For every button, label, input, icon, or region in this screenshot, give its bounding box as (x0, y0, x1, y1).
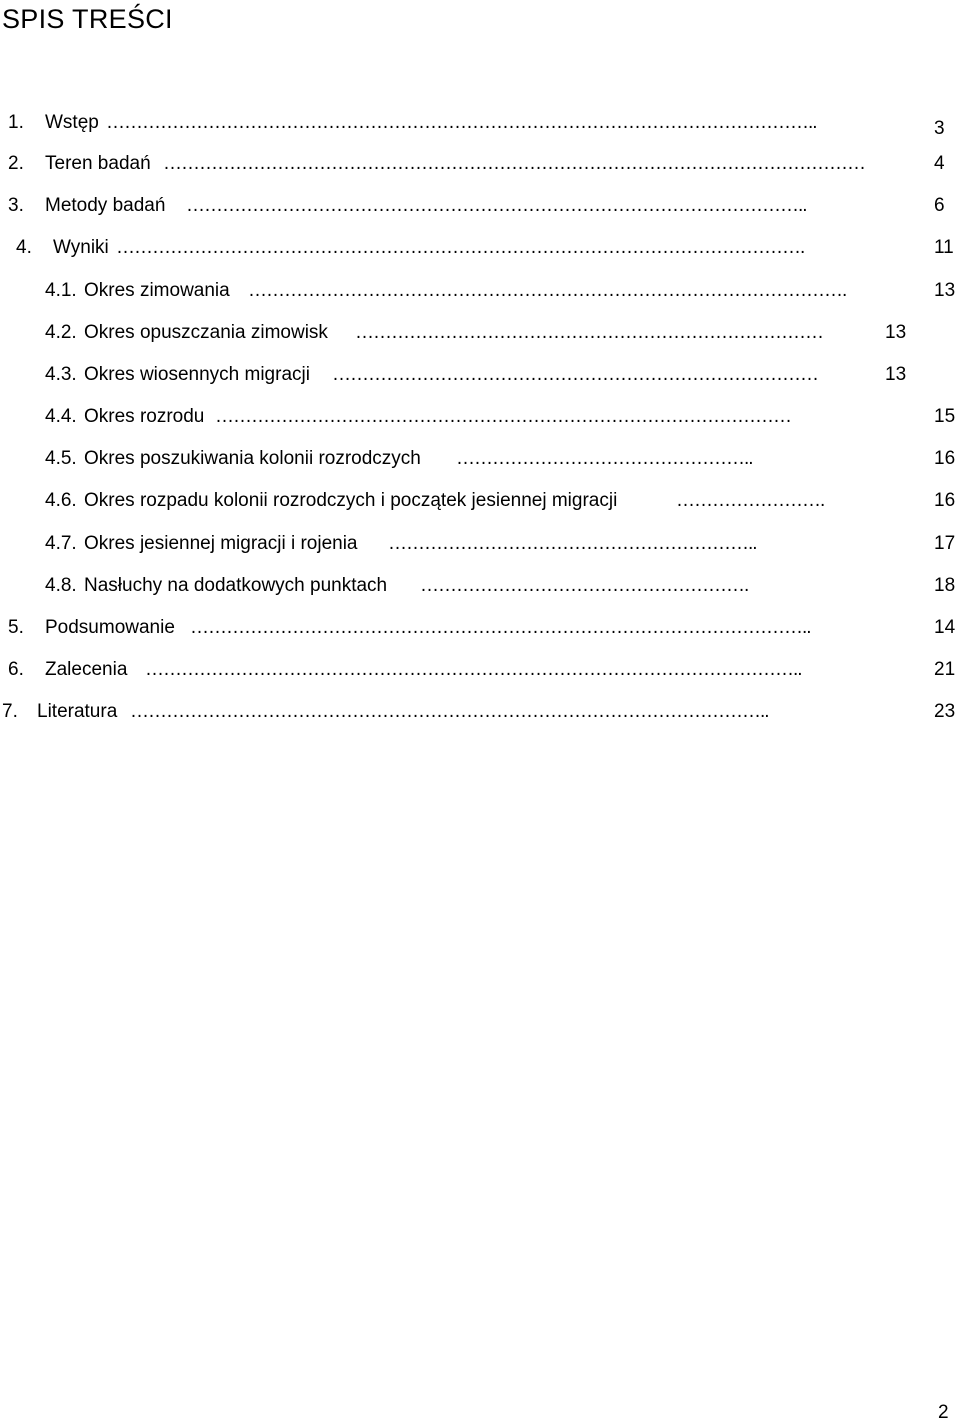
toc-entry-label: Zalecenia (45, 659, 128, 680)
toc-entry-recommendations[interactable] (0, 659, 960, 681)
toc-entry-page: 3 (934, 118, 945, 139)
toc-entry-number: 4.1. (45, 280, 77, 301)
toc-entry-autumn-migration[interactable] (0, 533, 960, 555)
toc-entry-leader: ……………………………………………………………………………………………………. (116, 237, 805, 258)
toc-entry-label: Okres opuszczania zimowisk (84, 322, 328, 343)
toc-entry-label: Metody badań (45, 195, 166, 216)
toc-entry-number: 1. (8, 112, 24, 133)
toc-entry-references[interactable] (0, 701, 960, 723)
toc-entry-label: Wstęp (45, 112, 99, 133)
toc-entry-label: Okres rozrodu (84, 406, 205, 427)
toc-entry-wintering[interactable] (0, 280, 960, 302)
toc-entry-number: 6. (8, 659, 24, 680)
toc-entry-number: 4.7. (45, 533, 77, 554)
toc-entry-number: 7. (2, 701, 18, 722)
toc-entry-label: Teren badań (45, 153, 151, 174)
toc-entry-leader: ………………………………………………. (420, 575, 749, 596)
toc-entry-page: 13 (934, 280, 956, 301)
toc-entry-leader: ………………………………………………………………………………………. (248, 280, 847, 301)
toc-entry-colony-search[interactable] (0, 448, 960, 470)
toc-entry-page: 18 (934, 575, 956, 596)
toc-entry-leaving-hibernacula[interactable] (0, 322, 960, 344)
toc-entry-leader: …………………………………………………………………… (355, 322, 823, 343)
toc-entry-leader: ………………………………………………………………………………………….. (186, 195, 807, 216)
toc-entry-leader: ……………………. (676, 490, 825, 511)
toc-entry-colony-breakup[interactable] (0, 490, 960, 512)
toc-entry-leader: ………………………………………….. (456, 448, 753, 469)
toc-entry-page: 14 (934, 617, 956, 638)
toc-entry-spring-migration[interactable] (0, 364, 960, 386)
page-number: 2 (938, 1402, 949, 1423)
toc-entry-label: Okres wiosennych migracji (84, 364, 310, 385)
toc-entry-leader: ……………………………………………………………………………………………….. (145, 659, 802, 680)
toc-entry-page: 16 (934, 490, 956, 511)
toc-entry-page: 15 (934, 406, 956, 427)
toc-entry-study-area[interactable] (0, 153, 960, 175)
toc-entry-leader: ……………………………………………………………………………………………………….. (106, 112, 817, 133)
toc-entry-label: Okres rozpadu kolonii rozrodczych i początek jesiennej migracji (84, 490, 618, 511)
toc-entry-leader: ………………………………………………………………………………………….. (190, 617, 811, 638)
toc-entry-leader: …………………………………………………….. (388, 533, 757, 554)
toc-entry-summary[interactable] (0, 617, 960, 639)
toc-entry-page: 23 (934, 701, 956, 722)
toc-entry-label: Wyniki (53, 237, 109, 258)
toc-entry-number: 4.3. (45, 364, 77, 385)
toc-entry-number: 2. (8, 153, 24, 174)
toc-entry-page: 13 (885, 322, 907, 343)
toc-entry-page: 16 (934, 448, 956, 469)
toc-entry-label: Podsumowanie (45, 617, 175, 638)
toc-entry-methods[interactable] (0, 195, 960, 217)
toc-entry-page: 4 (934, 153, 945, 174)
toc-entry-page: 11 (934, 237, 954, 258)
toc-entry-breeding[interactable] (0, 406, 960, 428)
toc-entry-page: 13 (885, 364, 907, 385)
toc-entry-results[interactable] (0, 237, 960, 259)
toc-entry-number: 4. (16, 237, 32, 258)
toc-entry-number: 3. (8, 195, 24, 216)
toc-entry-page: 6 (934, 195, 945, 216)
toc-entry-leader: ……………………………………………………………………………………………………… (163, 153, 865, 174)
document-title: SPIS TREŚCI (2, 4, 173, 34)
toc-entry-additional-points[interactable] (0, 575, 960, 597)
toc-entry-label: Okres jesiennej migracji i rojenia (84, 533, 358, 554)
toc-entry-page: 17 (934, 533, 956, 554)
toc-entry-number: 4.8. (45, 575, 77, 596)
toc-entry-number: 4.2. (45, 322, 77, 343)
toc-entry-number: 4.6. (45, 490, 77, 511)
toc-entry-number: 4.5. (45, 448, 77, 469)
toc-entry-label: Literatura (37, 701, 118, 722)
toc-entry-label: Nasłuchy na dodatkowych punktach (84, 575, 388, 596)
toc-entry-leader: …………………………………………………………………………………………….. (130, 701, 769, 722)
toc-entry-number: 4.4. (45, 406, 77, 427)
toc-entry-page: 21 (934, 659, 956, 680)
toc-entry-introduction[interactable] (0, 112, 960, 139)
toc-entry-label: Okres zimowania (84, 280, 230, 301)
toc-entry-number: 5. (8, 617, 24, 638)
toc-entry-leader: ……………………………………………………………………… (332, 364, 818, 385)
toc-entry-leader: …………………………………………………………………………………… (215, 406, 791, 427)
toc-entry-label: Okres poszukiwania kolonii rozrodczych (84, 448, 421, 469)
